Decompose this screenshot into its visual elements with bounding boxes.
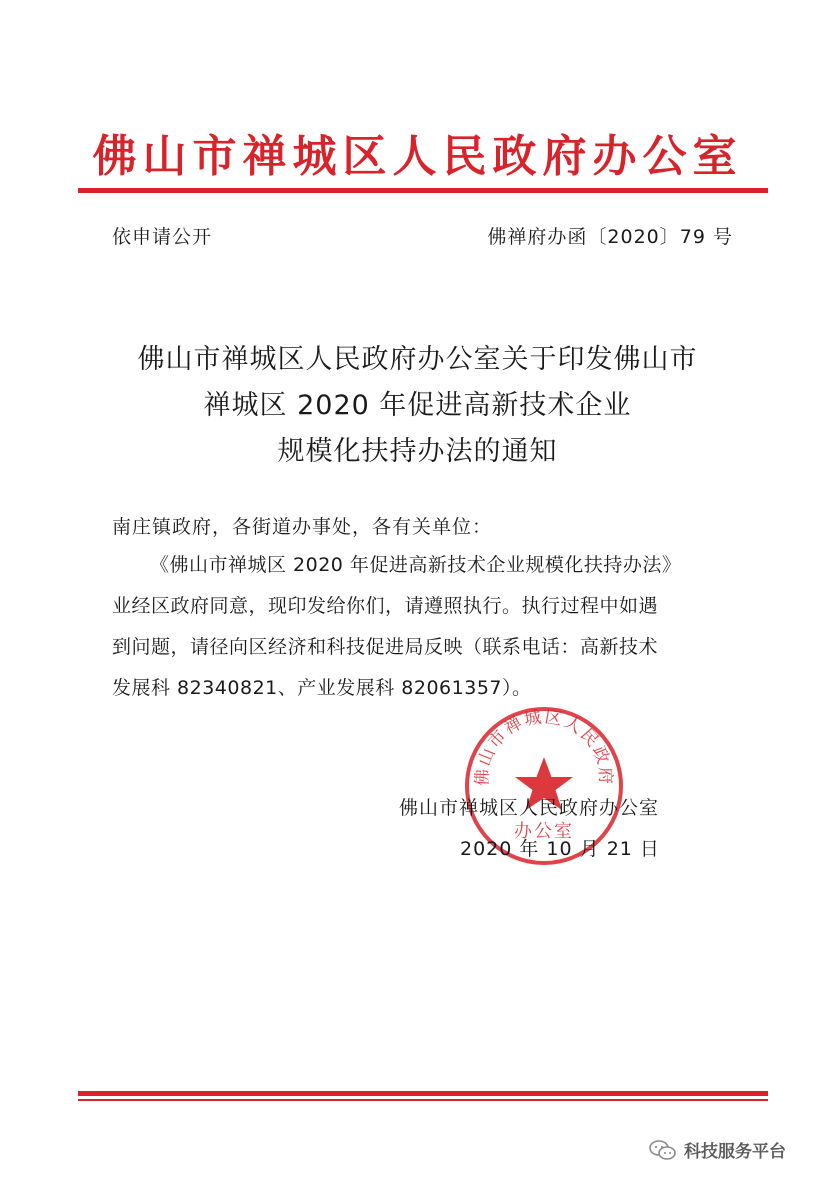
body-line: 业经区政府同意，现印发给你们，请遵照执行。执行过程中如遇: [112, 595, 659, 617]
body-line: 《佛山市禅城区 2020 年促进高新技术企业规模化扶持办法》: [150, 554, 682, 576]
disclosure-type: 依申请公开: [112, 226, 213, 248]
header-rule: [78, 188, 768, 193]
document-title: [0, 337, 835, 475]
issuing-agency-title: 佛山市禅城区人民政府办公室: [92, 131, 743, 182]
salutation: 南庄镇政府，各街道办事处，各有关单位：: [112, 516, 493, 538]
signature-organization: 佛山市禅城区人民政府办公室: [399, 797, 660, 819]
document-title-line: 佛山市禅城区人民政府办公室关于印发佛山市: [137, 344, 698, 375]
body-paragraph: [112, 545, 752, 709]
watermark-text: 科技服务平台: [684, 1142, 786, 1162]
document-title-line: 规模化扶持办法的通知: [277, 436, 558, 467]
source-watermark: [648, 1137, 786, 1162]
document-title-line: 禅城区 2020 年促进高新技术企业: [203, 390, 632, 421]
wechat-icon: [648, 1139, 678, 1161]
signature-date: 2020 年 10 月 21 日: [460, 838, 660, 860]
body-line: 发展科 82340821、产业发展科 82061357）。: [112, 677, 532, 699]
footer-rule-thin: [78, 1099, 768, 1101]
seal-bottom-text: 办公室: [514, 821, 574, 842]
footer-rule-thick: [78, 1091, 768, 1096]
body-line: 到问题，请径向区经济和科技促进局反映（联系电话：高新技术: [112, 636, 659, 658]
seal-arc-text: 佛山市禅城区人民政府: [472, 707, 616, 787]
document-number: 佛禅府办函〔2020〕79 号: [487, 226, 733, 248]
